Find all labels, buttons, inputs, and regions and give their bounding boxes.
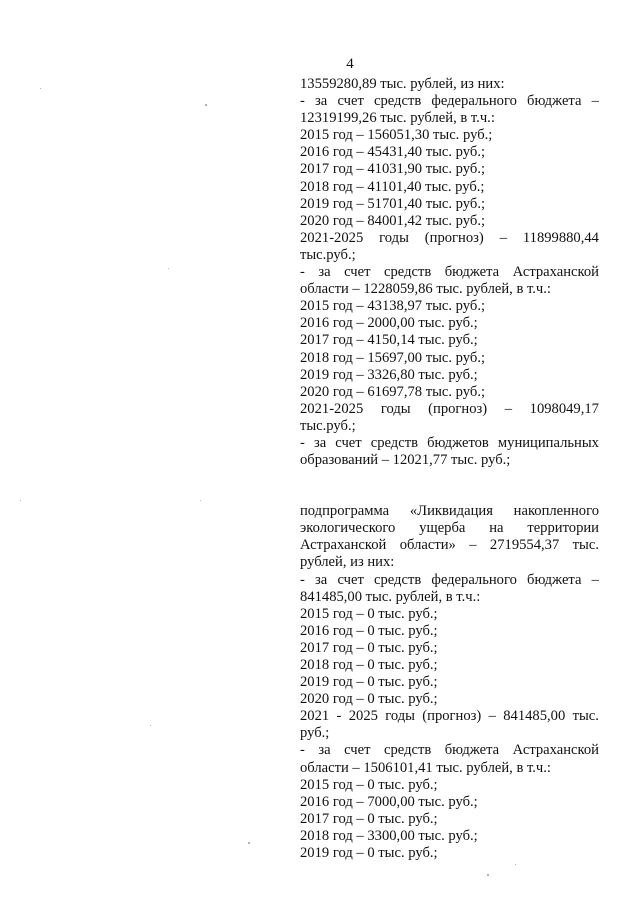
word: (прогноз) [424,229,484,246]
text-line: образований – 12021,77 тыс. руб.; [300,452,511,469]
word: – [591,571,599,588]
text-line [300,708,599,725]
word: годы [385,708,415,725]
document-body [300,76,599,862]
text-line: 2016 год – 0 тыс. руб.; [300,622,438,639]
word: 2021 [300,708,330,725]
word: 2021-2025 [300,229,364,246]
word: - [300,742,305,759]
scan-speck [150,725,151,726]
text-line: рублей, из них: [300,554,395,571]
text-line: тыс.руб.; [300,246,356,263]
text-line: 2017 год – 0 тыс. руб.; [300,810,438,827]
word: бюджета [527,93,582,110]
word: области» [399,537,456,554]
word: 2025 [348,708,378,725]
word: федерального [431,93,517,110]
word: средств [384,742,432,759]
word: – [504,400,513,417]
word: годы [379,229,409,246]
paragraph-gap [300,469,599,503]
word: 2719554,37 [489,537,560,554]
word: (прогноз) [422,708,482,725]
word: - [300,93,305,110]
text-line: 2017 год – 0 тыс. руб.; [300,639,438,656]
word: средств [384,264,432,281]
text-line: 2015 год – 156051,30 тыс. руб.; [300,127,493,144]
text-line: 13559280,89 тыс. рублей, из них: [300,76,505,92]
text-line: 2019 год – 0 тыс. руб.; [300,674,438,691]
word: территории [527,520,599,537]
word: счет [337,571,364,588]
scan-speck [40,88,41,89]
word: счет [335,434,362,451]
word: за [315,93,328,110]
text-line [300,503,599,520]
text-line: руб.; [300,725,330,742]
word: средств [370,434,418,451]
text-line: 2015 год – 43138,97 тыс. руб.; [300,298,486,315]
text-line [300,230,599,247]
text-line: 2019 год – 51701,40 тыс. руб.; [300,195,486,212]
word: «Ликвидация [409,503,493,520]
word: федерального [431,571,517,588]
scan-speck [200,500,201,501]
text-line: 841485,00 тыс. рублей, в т.ч.: [300,588,481,605]
text-line: 2016 год – 7000,00 тыс. руб.; [300,793,478,810]
word: 11899880,44 [522,229,599,246]
word: (прогноз) [428,400,488,417]
word: бюджета [444,742,500,759]
word: подпрограмма [300,503,390,520]
word: накопленного [513,503,599,520]
scan-speck [248,842,250,844]
scan-speck [205,104,207,106]
word: – [591,93,599,110]
text-line: 12319199,26 тыс. рублей, в т.ч.: [300,110,495,127]
word: годы [380,400,411,417]
text-line: 2018 год – 41101,40 тыс. руб.; [300,178,485,195]
text-line: 2016 год – 2000,00 тыс. руб.; [300,315,478,332]
word: 841485,00 [503,708,566,725]
text-line [300,435,599,452]
text-line: 2016 год – 45431,40 тыс. руб.; [300,144,486,161]
word: - [300,264,305,281]
word: средств [373,571,422,588]
text-line: 2020 год – 61697,78 тыс. руб.; [300,383,486,400]
word: Астраханской [512,264,599,281]
text-line: 2017 год – 4150,14 тыс. руб.; [300,332,478,349]
word: – [499,229,507,246]
word: Астраханской [512,742,599,759]
word: средств [373,93,422,110]
word: – [469,537,477,554]
word: бюджета [444,264,500,281]
word: 1098049,17 [529,400,599,417]
word: муниципальных [497,434,599,451]
word: - [300,434,305,451]
text-line: 2018 год – 0 тыс. руб.; [300,657,438,673]
scan-speck [487,874,489,876]
word: за [315,571,328,588]
text-line: области – 1506101,41 тыс. рублей, в т.ч.: [300,759,551,776]
text-line: 2019 год – 0 тыс. руб.; [300,845,438,862]
word: экологического [300,520,396,537]
word: бюджета [527,571,582,588]
text-line: 2015 год – 0 тыс. руб.; [300,776,438,793]
word: ущерба [419,520,466,537]
page-number: 4 [346,56,354,72]
text-line [300,93,599,110]
text-line [300,520,599,537]
scan-speck [168,268,169,269]
scan-speck [515,864,516,865]
text-line: 2018 год – 15697,00 тыс. руб.; [300,349,486,366]
text-line [300,572,599,589]
text-line: 2019 год – 3326,80 тыс. руб.; [300,366,478,383]
word: - [336,708,342,725]
text-line: области – 1228059,86 тыс. рублей, в т.ч.: [300,281,551,298]
word: 2021-2025 [300,400,364,417]
word: за [313,434,327,451]
word: Астраханской [300,537,387,554]
text-line: тыс.руб.; [300,417,356,434]
word: счет [344,264,371,281]
word: за [318,264,331,281]
word: счет [337,93,364,110]
text-line [300,264,599,281]
word: тыс. [572,537,599,554]
word: за [318,742,331,759]
word: бюджетов [427,434,489,451]
word: – [488,708,496,725]
word: тыс. [572,708,599,725]
text-line: 2017 год – 41031,90 тыс. руб.; [300,161,486,178]
text-line [300,537,599,554]
word: на [489,520,504,537]
text-line: 2020 год – 84001,42 тыс. руб.; [300,212,486,229]
text-line: 2020 год – 0 тыс. руб.; [300,691,438,708]
text-line: 2015 год – 0 тыс. руб.; [300,605,438,622]
word: счет [344,742,371,759]
text-line [300,742,599,759]
scan-speck [20,500,21,501]
word: - [300,571,305,588]
text-line: 2018 год – 3300,00 тыс. руб.; [300,827,478,844]
text-line [300,401,599,418]
